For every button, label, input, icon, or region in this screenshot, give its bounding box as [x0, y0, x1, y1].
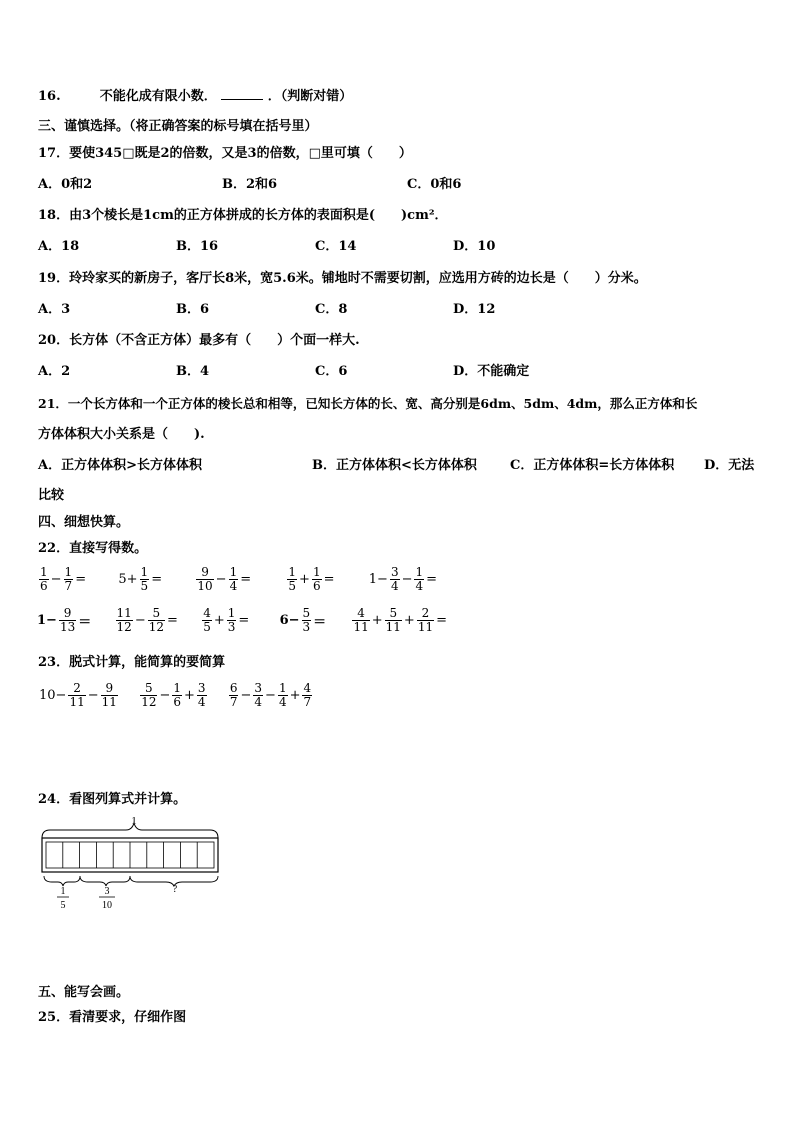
- q23-expr-3: $\frac{6}{7}$ − $\frac{3}{4}$ − $\frac{1}{4}$ + $\frac{4}{7}$: [229, 681, 312, 709]
- question-21-text-line2: 方体体积大小关系是（ ).: [38, 427, 205, 442]
- q22-expr-1: $\frac{1}{6}$ − $\frac{1}{7}$ =: [40, 565, 87, 593]
- q19-option-c[interactable]: C．8: [315, 302, 348, 317]
- q20-option-c[interactable]: C．6: [315, 364, 348, 379]
- answer-blank[interactable]: [221, 87, 263, 100]
- q22-expr-10: $\frac{4}{11}$ + $\frac{5}{11}$ + $\frac{2}{11}$ =: [353, 606, 448, 634]
- question-21-text-line1: 21．一个长方体和一个正方体的棱长总和相等，已知长方体的长、宽、高分别是6dm、5dm、4dm，那么正方体和长: [38, 396, 698, 411]
- question-23-title: 23．脱式计算，能简算的要简算: [38, 655, 226, 670]
- q20-option-b[interactable]: B．4: [176, 364, 210, 379]
- q23-expr-1: 10− $\frac{2}{11}$ − $\frac{9}{11}$: [39, 681, 117, 709]
- q18-option-c[interactable]: C．14: [315, 239, 357, 254]
- brace-segment-1: [44, 876, 80, 886]
- q21-option-d[interactable]: D．无法: [704, 458, 755, 473]
- q22-expr-5: 1− $\frac{3}{4}$ − $\frac{1}{4}$ =: [368, 565, 438, 593]
- q19-option-b[interactable]: B．6: [176, 302, 210, 317]
- q20-option-a[interactable]: A．2: [38, 364, 71, 379]
- segment-diagram: [38, 814, 238, 914]
- seg1-numerator: 1: [60, 886, 66, 897]
- q18-option-b[interactable]: B．16: [176, 239, 219, 254]
- question-17-text: 17．要使345□既是2的倍数，又是3的倍数，□里可填（ ）: [38, 146, 412, 161]
- q22-expr-6: 1− $\frac{9}{13}$ ＝: [37, 606, 92, 634]
- section-4-heading: 四、细想快算。: [38, 515, 130, 530]
- seg3-unknown: ?: [172, 884, 178, 895]
- q21-option-d-continued: 比较: [38, 488, 65, 503]
- question-20-text: 20．长方体（不含正方体）最多有（ ）个面一样大.: [38, 333, 360, 348]
- q20-option-d[interactable]: D．不能确定: [453, 364, 530, 379]
- q23-expr-2: $\frac{5}{12}$ − $\frac{1}{6}$ + $\frac{3}{4}$: [141, 681, 206, 709]
- question-text: 不能化成有限小数．: [99, 89, 217, 104]
- q22-row-2: [36, 607, 448, 634]
- question-16: [38, 87, 352, 105]
- seg2-numerator: 3: [104, 886, 110, 897]
- q18-option-a[interactable]: A．18: [38, 239, 80, 254]
- seg1-denominator: 5: [60, 900, 66, 911]
- q21-option-b[interactable]: B．正方体体积<长方体体积: [312, 458, 477, 473]
- top-label: 1: [131, 815, 137, 827]
- question-25-title: 25．看清要求，仔细作图: [38, 1010, 187, 1025]
- q22-expr-2: 5+ $\frac{1}{5}$ =: [118, 565, 163, 593]
- q22-expr-4: $\frac{1}{5}$ + $\frac{1}{6}$ =: [288, 565, 335, 593]
- section-5-heading: 五、能写会画。: [38, 985, 130, 1000]
- q22-expr-9: 6− $\frac{5}{3}$ ＝: [279, 606, 327, 634]
- q17-option-c[interactable]: C．0和6: [407, 177, 462, 192]
- top-brace: [42, 823, 218, 838]
- q21-option-c[interactable]: C．正方体体积=长方体体积: [510, 458, 675, 473]
- question-19-text: 19．玲玲家买的新房子，客厅长8米，宽5.6米。铺地时不需要切割，应选用方砖的边长是（ ）分米。: [38, 271, 647, 286]
- q22-expr-8: $\frac{4}{5}$ + $\frac{1}{3}$ =: [203, 606, 250, 634]
- q22-expr-3: $\frac{9}{10}$ − $\frac{1}{4}$ =: [197, 565, 252, 593]
- question-hint: ．（判断对错）: [267, 89, 353, 104]
- q19-option-a[interactable]: A．3: [38, 302, 71, 317]
- q17-option-a[interactable]: A．0和2: [38, 177, 93, 192]
- q23-row: [38, 682, 313, 709]
- question-24-title: 24．看图列算式并计算。: [38, 792, 187, 807]
- q19-option-d[interactable]: D．12: [453, 302, 496, 317]
- question-22-title: 22．直接写得数。: [38, 541, 148, 556]
- q22-row-1: [38, 566, 438, 593]
- q22-expr-7: $\frac{11}{12}$ − $\frac{5}{12}$ =: [116, 606, 178, 634]
- question-number: 16.: [38, 89, 61, 104]
- seg2-denominator: 10: [102, 900, 112, 911]
- question-18-text: 18．由3个棱长是1cm的正方体拼成的长方体的表面积是( )cm²．: [38, 208, 448, 223]
- q17-option-b[interactable]: B．2和6: [222, 177, 278, 192]
- q18-option-d[interactable]: D．10: [453, 239, 496, 254]
- brace-segment-2: [80, 876, 130, 886]
- section-3-heading: 三、谨慎选择。（将正确答案的标号填在括号里）: [38, 119, 318, 134]
- q21-option-a[interactable]: A．正方体体积>长方体体积: [38, 458, 202, 473]
